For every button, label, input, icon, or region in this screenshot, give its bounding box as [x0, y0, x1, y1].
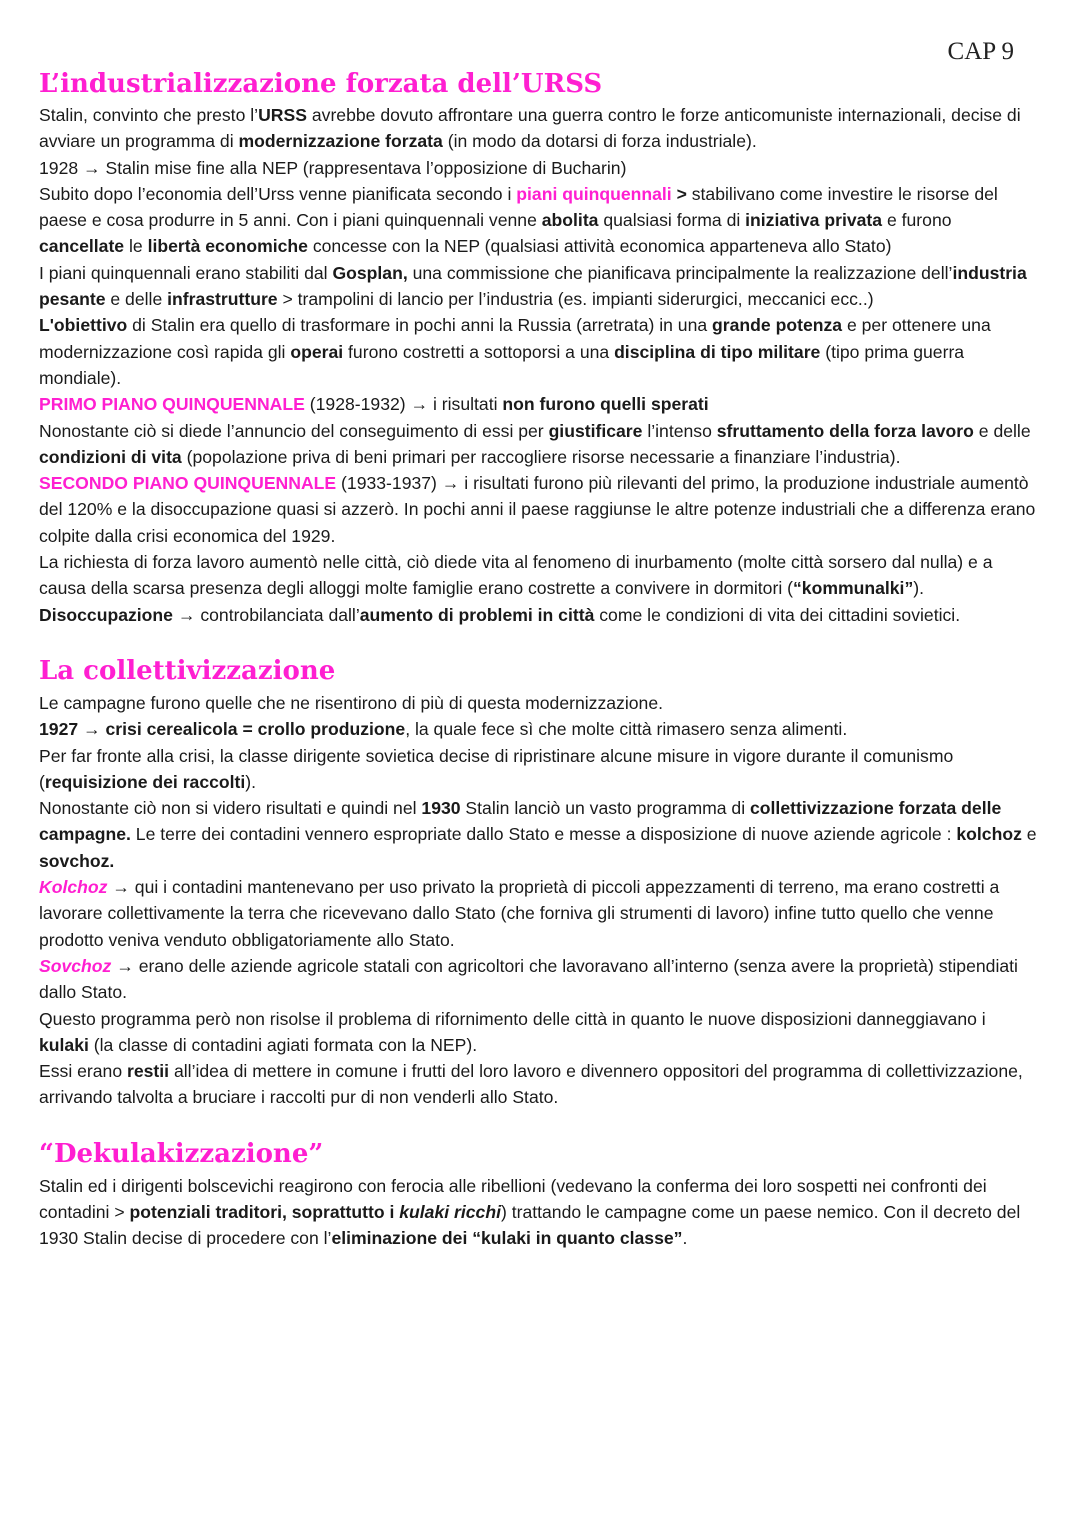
paragraph — [39, 391, 1039, 417]
body-text: e delle — [105, 289, 168, 310]
emphasis-text: giustificare — [548, 420, 643, 441]
body-text: → erano delle aziende agricole statali con agricoltori che lavoravano all’interno (senza avere la proprietà) stipendiati dallo Stato. — [39, 955, 1018, 1003]
paragraph — [39, 795, 1039, 874]
section-title: La collettivizzazione — [39, 655, 336, 686]
emphasis-text: L'obiettivo — [39, 315, 128, 336]
paragraph — [39, 602, 1039, 628]
body-text: e furono — [882, 210, 952, 231]
body-text: di Stalin era quello di trasformare in pochi anni la Russia (arretrata) in una — [127, 315, 713, 336]
emphasis-text: sovchoz. — [39, 850, 115, 871]
paragraph — [39, 155, 1039, 181]
emphasis-text: disciplina di tipo militare — [614, 341, 821, 362]
body-text: (1928-1932) → i risultati — [304, 394, 503, 415]
body-text: avrebbe dovuto affrontare una guerra contro le forze anticomuniste internazionali, decise di avviare un programma di — [39, 105, 1021, 152]
emphasis-text: condizioni di vita — [39, 446, 182, 467]
emphasis-text: grande potenza — [712, 315, 843, 336]
section-title: L’industrializzazione forzata dell’URSS — [39, 69, 603, 99]
body-text: furono costretti a sottoporsi a una — [343, 341, 615, 362]
body-text: La richiesta di forza lavoro aumentò nelle città, ciò diede vita al fenomeno di inurbamento (molte città sorsero dal nulla) e a causa della scarsa presenza degli alloggi molte famiglie erano costrette a convivere in dormitori ( — [39, 552, 993, 599]
body-text: concesse con la NEP (qualsiasi attività economica apparteneva allo Stato) — [307, 236, 892, 257]
emphasis-text: operai — [290, 341, 344, 362]
emphasis-text: kolchoz — [956, 824, 1022, 845]
body-text: ). — [913, 578, 924, 599]
body-text: all’idea di mettere in comune i frutti del loro lavoro e divennero oppositori del programma di collettivizzazione, arrivando talvolta a bruciare i raccolti pur di non venderli allo Stato. — [39, 1061, 1023, 1108]
body-text: Questo programma però non risolse il problema di rifornimento delle città in quanto le nuove disposizioni danneggiavano i — [39, 1008, 986, 1029]
emphasis-text: potenziali traditori, soprattutto i — [129, 1201, 400, 1222]
emphasis-text: “kommunalki” — [792, 578, 914, 599]
body-text: Essi erano — [39, 1061, 128, 1082]
emphasis-text: industria pesante — [39, 262, 1027, 310]
section-text — [39, 102, 1039, 628]
emphasis-text: aumento di problemi in città — [359, 604, 595, 625]
section-dekulakizzazione — [39, 1138, 1039, 1252]
body-text: (tipo prima guerra mondiale). — [39, 341, 965, 388]
paragraph — [39, 1173, 1039, 1252]
paragraph — [39, 418, 1039, 471]
document-body — [39, 0, 1039, 1252]
body-text: (la classe di contadini agiati formata con la NEP). — [88, 1034, 478, 1055]
body-text: Stalin, convinto che presto l’ — [39, 105, 259, 125]
emphasis-text: 1930 — [421, 798, 461, 819]
body-text: Le campagne furono quelle che ne risentirono di più di questa modernizzazione. — [39, 692, 664, 713]
section-text — [39, 690, 1039, 1111]
emphasis-text: Sovchoz — [39, 955, 112, 976]
section-industrializzazione — [39, 68, 1039, 628]
body-text: qualsiasi forma di — [598, 210, 746, 231]
paragraph — [39, 260, 1039, 313]
body-text: Stalin ed i dirigenti bolscevichi reagirono con ferocia alle ribellioni (vedevano la conferma dei loro sospetti nei confronti dei contadini > — [39, 1175, 987, 1222]
body-text: Nonostante ciò non si videro risultati e quindi nel — [39, 798, 422, 819]
body-text: una commissione che pianificava principalmente la realizzazione dell’ — [407, 262, 953, 283]
body-text: ). — [245, 771, 257, 792]
body-text: → controbilanciata dall’ — [172, 604, 360, 625]
body-text: 1928 → Stalin mise fine alla NEP (rappresentava l’opposizione di Bucharin) — [39, 157, 627, 178]
body-text: Le terre dei contadini vennero espropriate dallo Stato e messe a disposizione di nuove aziende agricole : — [130, 824, 957, 845]
body-text: ) trattando le campagne come un paese nemico. Con il decreto del 1930 Stalin decise di procedere con l’ — [39, 1201, 1021, 1249]
paragraph — [39, 549, 1039, 602]
emphasis-text: 1927 → crisi cerealicola = crollo produzione — [39, 719, 406, 740]
emphasis-text: piani quinquennali — [516, 183, 672, 204]
paragraph — [39, 1058, 1039, 1111]
body-text: → qui i contadini mantenevano per uso privato la proprietà di piccoli appezzamenti di terreno, ma erano costretti a lavorare collettivamente la terra che ricevevano dallo Stato (che forniva gli strumenti di lavoro) infine tutto quello che venne prodotto veniva venduto obbligatoriamente allo Stato. — [39, 877, 1000, 950]
emphasis-text: Kolchoz — [39, 877, 108, 898]
body-text: Per far fronte alla crisi, la classe dirigente sovietica decise di ripristinare alcune misure in vigore durante il comunismo ( — [39, 745, 954, 792]
paragraph — [39, 102, 1039, 155]
chapter-label: CAP 9 — [947, 38, 1014, 65]
paragraph — [39, 690, 1039, 716]
emphasis-text: SECONDO PIANO QUINQUENNALE — [39, 473, 337, 494]
body-text: . — [682, 1228, 688, 1249]
paragraph — [39, 874, 1039, 953]
emphasis-text: restii — [127, 1061, 170, 1082]
paragraph — [39, 743, 1039, 796]
emphasis-text: kulaki ricchi — [399, 1201, 501, 1222]
body-text: l’intenso — [642, 420, 717, 441]
paragraph — [39, 716, 1039, 742]
body-text: (popolazione priva di beni primari per raccogliere risorse necessarie a finanziare l’industria). — [181, 446, 901, 467]
emphasis-text: non furono quelli sperati — [502, 394, 709, 415]
emphasis-text: eliminazione dei “kulaki in quanto classe” — [331, 1228, 683, 1249]
body-text: > trampolini di lancio per l’industria (es. impianti siderurgici, meccanici ecc..) — [277, 289, 874, 310]
paragraph — [39, 1006, 1039, 1059]
body-text: le — [124, 236, 148, 257]
body-text: e per ottenere una modernizzazione così rapida gli — [39, 315, 991, 362]
emphasis-text: URSS — [258, 105, 307, 125]
section-collettivizzazione — [39, 655, 1039, 1111]
emphasis-text: cancellate — [39, 236, 125, 257]
paragraph — [39, 470, 1039, 549]
emphasis-text: requisizione dei raccolti — [44, 771, 246, 792]
body-text: come le condizioni di vita dei cittadini sovietici. — [594, 604, 961, 625]
emphasis-text: modernizzazione forzata — [238, 131, 443, 152]
body-text: Subito dopo l’economia dell’Urss venne pianificata secondo i — [39, 183, 517, 204]
body-text: Stalin lanciò un vasto programma di — [460, 798, 751, 819]
emphasis-text: > — [671, 183, 692, 204]
paragraph — [39, 953, 1039, 1006]
body-text: e — [1021, 824, 1037, 845]
emphasis-text: sfruttamento della forza lavoro — [716, 420, 974, 441]
emphasis-text: libertà economiche — [147, 236, 308, 257]
body-text: , la quale fece sì che molte città rimasero senza alimenti. — [405, 719, 848, 740]
body-text: (1933-1937) → i risultati furono più rilevanti del primo, la produzione industriale aumentò del 120% e la disoccupazione quasi si azzerò. In pochi anni il paese raggiunse le altre potenze industriali che a differenza erano colpite dalla crisi economica del 1929. — [39, 473, 1036, 546]
emphasis-text: Gosplan, — [332, 262, 408, 283]
body-text: stabilivano come investire le risorse del paese e cosa produrre in 5 anni. Con i piani quinquennali venne — [39, 183, 998, 231]
body-text: e delle — [973, 420, 1031, 441]
paragraph — [39, 312, 1039, 391]
emphasis-text: Disoccupazione — [39, 604, 173, 625]
emphasis-text: abolita — [541, 210, 599, 231]
emphasis-text: iniziativa privata — [745, 210, 883, 231]
emphasis-text: kulaki — [39, 1034, 89, 1055]
section-text — [39, 1173, 1039, 1252]
section-title: “Dekulakizzazione” — [39, 1138, 324, 1169]
body-text: (in modo da dotarsi di forza industriale). — [442, 131, 757, 152]
emphasis-text: PRIMO PIANO QUINQUENNALE — [39, 394, 305, 415]
emphasis-text: collettivizzazione forzata delle campagne. — [39, 798, 1002, 845]
emphasis-text: infrastrutture — [167, 289, 278, 310]
body-text: Nonostante ciò si diede l’annuncio del conseguimento di essi per — [39, 420, 549, 441]
body-text: I piani quinquennali erano stabiliti dal — [39, 262, 333, 283]
paragraph — [39, 181, 1039, 260]
